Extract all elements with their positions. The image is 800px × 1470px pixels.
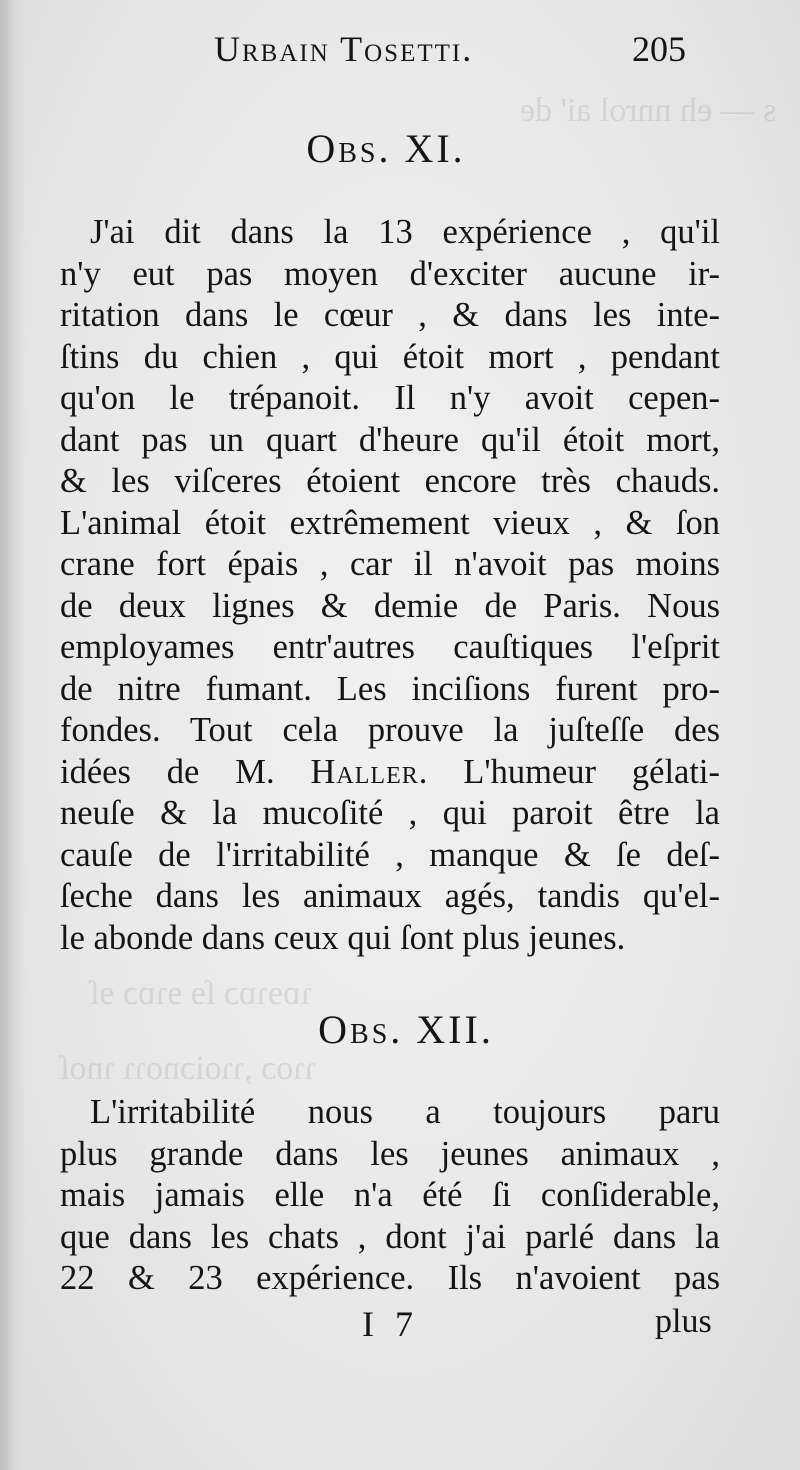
- text-line: n'y eut pas moyen d'exciter aucune ir-: [60, 254, 720, 293]
- section-heading-obs-xi: Obs. XI.: [306, 126, 466, 171]
- text-line-with-name: [60, 752, 720, 794]
- section-heading-obs-xii: Obs. XII.: [318, 1007, 494, 1052]
- text-line: mais jamais elle n'a été ſi conſiderable,: [60, 1176, 720, 1214]
- catchword: plus: [655, 1303, 712, 1340]
- text-line: qu'on le trépanoit. Il n'y avoit cepen-: [60, 379, 720, 417]
- text-segment: . L'humeur gélati-: [418, 752, 720, 791]
- running-title: Urbain Tosetti.: [214, 29, 474, 69]
- signature-mark: I 7: [362, 1304, 419, 1344]
- text-line: de nitre fumant. Les inciſions furent pro-: [60, 669, 720, 708]
- text-line: ritation dans le cœur , & dans les inte-: [60, 296, 720, 334]
- text-line: ſtins du chien , qui étoit mort , pendant: [60, 337, 720, 376]
- show-through-text: ɿɒɘɿɒɔ ſɘ ɘɿɒɔ ɘſ: [90, 975, 313, 1012]
- text-line: L'irritabilité nous a toujours paru: [90, 1093, 720, 1131]
- paragraph-obs-xi: [60, 212, 720, 959]
- text-line: de deux lignes & demie de Paris. Nous: [60, 586, 720, 625]
- page-header: [0, 28, 800, 78]
- show-through-text: ɿɿoɔ ,ɿɿoiɔnoɿɿ ɿnoſ: [60, 1050, 316, 1087]
- text-line: 22 & 23 expérience. Ils n'avoient pas: [60, 1259, 720, 1297]
- show-through-text: s — eh nnrol ai' de: [520, 92, 777, 129]
- text-line: L'animal étoit extrêmement vieux , & ſon: [60, 503, 720, 542]
- text-line: que dans les chats , dont j'ai parlé dans la: [60, 1217, 720, 1256]
- page-number: 205: [632, 29, 686, 69]
- text-line: cauſe de l'irritabilité , manque & ſe deſ-: [60, 835, 720, 874]
- text-line: le abonde dans ceux qui ſont plus jeunes.: [60, 918, 626, 957]
- text-line: fondes. Tout cela prouve la juſteſſe des: [60, 711, 720, 749]
- page-footer: [0, 1303, 800, 1353]
- text-line: J'ai dit dans la 13 expérience , qu'il: [90, 213, 720, 251]
- text-line: plus grande dans les jeunes animaux ,: [60, 1134, 720, 1173]
- text-segment: idées de M.: [60, 752, 311, 791]
- text-line: ſeche dans les animaux agés, tandis qu'el-: [60, 877, 720, 915]
- text-line: employames entr'autres cauſtiques l'eſprit: [60, 628, 720, 666]
- author-name-haller: Haller: [310, 752, 419, 791]
- page-binding-shadow: [0, 0, 26, 1470]
- text-line: neuſe & la mucoſité , qui paroit être la: [60, 794, 720, 832]
- text-line: dant pas un quart d'heure qu'il étoit mort,: [60, 420, 720, 459]
- paragraph-obs-xii: [60, 1092, 720, 1300]
- text-line: crane fort épais , car il n'avoit pas moins: [60, 545, 720, 583]
- text-line: & les viſceres étoient encore très chauds.: [60, 462, 720, 500]
